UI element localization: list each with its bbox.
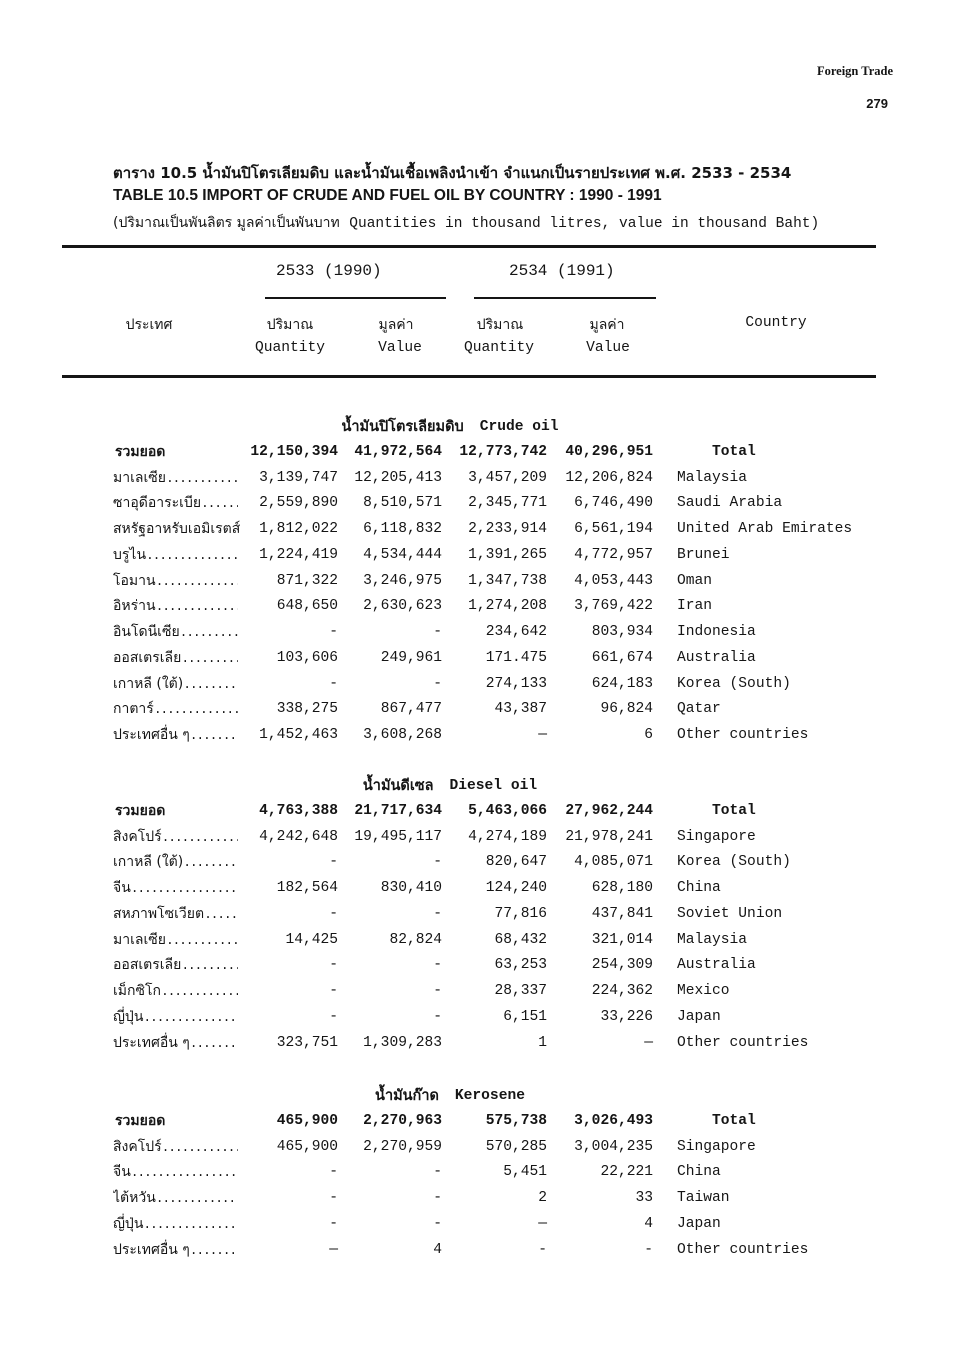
value-1990-cell: 3,608,268 — [363, 727, 442, 744]
quantity-1990-cell: 2,559,890 — [259, 495, 338, 512]
value-1990-cell: 8,510,571 — [363, 495, 442, 512]
table-section — [113, 414, 876, 748]
dot-leader — [154, 702, 238, 717]
value-1991-cell: 22,221 — [600, 1164, 653, 1181]
quantity-1990-cell: 103,606 — [276, 649, 338, 666]
country-english-cell: China — [677, 1164, 721, 1181]
value-1990-cell: 1,309,283 — [363, 1034, 442, 1051]
dot-leader — [162, 1140, 238, 1155]
country-english-cell: Taiwan — [677, 1190, 730, 1207]
quantity-1990-cell: 338,275 — [276, 701, 338, 718]
quantity-1991-cell: 6,151 — [503, 1008, 547, 1025]
quantity-1991-cell: 124,240 — [485, 880, 547, 897]
value-1991-cell: 33 — [635, 1190, 653, 1207]
value-1991-cell: 4,085,071 — [574, 854, 653, 871]
quantity-1990-cell: - — [329, 957, 338, 974]
country-thai-cell — [113, 647, 244, 669]
value-1991-cell: 3,004,235 — [574, 1138, 653, 1155]
dot-leader — [190, 728, 238, 743]
country-thai-label: ประเทศอื่น ๆ — [113, 727, 190, 744]
running-title: Foreign Trade — [816, 64, 893, 78]
country-english-cell: Iran — [677, 598, 713, 615]
country-thai-label: โอมาน — [113, 572, 156, 589]
quantity-1990-cell: 1,224,419 — [259, 546, 338, 563]
table-top-rule — [62, 245, 876, 248]
quantity-1991-cell: 570,285 — [485, 1138, 547, 1155]
dot-leader — [156, 574, 238, 589]
country-english-cell: Indonesia — [677, 624, 756, 641]
country-english-cell: Total — [712, 1112, 756, 1129]
value-1991-cell: 96,824 — [600, 701, 653, 718]
value-1991-cell: 254,309 — [591, 957, 653, 974]
dot-leader — [201, 496, 238, 511]
total-row — [113, 1108, 876, 1134]
value-1990-cell: 249,961 — [380, 649, 442, 666]
year-1991-underline — [474, 297, 656, 299]
dot-leader — [143, 1010, 238, 1025]
dot-leader — [183, 855, 238, 870]
country-thai-label: จีน — [113, 880, 131, 897]
value-1990-cell: 830,410 — [380, 880, 442, 897]
country-thai-label: สิงคโปร์ — [113, 828, 162, 845]
quantity-1991-cell: 575,738 — [485, 1112, 547, 1129]
table-row — [113, 927, 876, 953]
value-1991-cell: 33,226 — [600, 1008, 653, 1025]
quantity-1990-cell: 12,150,394 — [250, 443, 338, 460]
country-thai-label: ซาอุดีอาระเบีย — [113, 495, 202, 512]
country-thai-cell — [113, 698, 244, 720]
quantity-1990-cell: 14,425 — [285, 931, 338, 948]
quantity-1990-cell: - — [329, 675, 338, 692]
country-thai-cell — [113, 570, 244, 592]
table-row — [113, 1211, 876, 1237]
country-english-cell: Qatar — [677, 701, 721, 718]
country-thai-label: อิหร่าน — [113, 598, 156, 615]
country-english-cell: Korea (South) — [677, 854, 791, 871]
value-1991-cell: — — [644, 1034, 653, 1051]
quantity-1990-cell: - — [329, 1164, 338, 1181]
quantity-1991-english-header: Quantity — [463, 340, 535, 356]
country-thai-cell — [113, 1161, 244, 1183]
quantity-1991-cell: 2 — [538, 1190, 547, 1207]
table-row — [113, 875, 876, 901]
country-english-cell: Other countries — [677, 727, 809, 744]
value-1991-cell: 27,962,244 — [565, 802, 653, 819]
quantity-1991-cell: 820,647 — [485, 854, 547, 871]
country-thai-cell — [113, 441, 244, 463]
section-title — [113, 773, 876, 798]
table-row — [113, 594, 876, 620]
country-thai-label: มาเลเซีย — [113, 931, 166, 948]
dot-leader — [131, 1165, 238, 1180]
dot-leader — [190, 1243, 238, 1258]
quantity-1990-cell: 4,763,388 — [259, 802, 338, 819]
country-thai-cell — [113, 851, 244, 873]
country-thai-cell — [113, 826, 244, 848]
country-english-cell: Malaysia — [677, 469, 748, 486]
quantity-1991-cell: — — [538, 727, 547, 744]
quantity-1991-cell: 4,274,189 — [468, 828, 547, 845]
value-1990-cell: 21,717,634 — [354, 802, 442, 819]
dot-leader — [146, 548, 238, 563]
country-thai-cell — [113, 800, 244, 822]
country-thai-label: จีน — [113, 1164, 131, 1181]
country-english-header: Country — [745, 315, 807, 331]
table-row — [113, 465, 876, 491]
units-note-english: Quantities in thousand litres, value in thousand Baht) — [349, 216, 820, 232]
quantity-1990-cell: 1,812,022 — [259, 521, 338, 538]
dot-leader — [143, 1217, 238, 1232]
value-1991-cell: 224,362 — [591, 983, 653, 1000]
country-english-cell: Oman — [677, 572, 713, 589]
dot-leader — [156, 599, 238, 614]
country-thai-cell — [113, 1136, 244, 1158]
dot-leader — [181, 651, 238, 666]
value-1991-cell: 4,053,443 — [574, 572, 653, 589]
table-section — [113, 773, 876, 1056]
dot-leader — [166, 471, 238, 486]
quantity-1990-cell: - — [329, 624, 338, 641]
quantity-1990-thai-header: ปริมาณ — [266, 317, 314, 333]
country-thai-cell — [113, 673, 244, 695]
section-title-english: Crude oil — [479, 418, 559, 435]
dot-leader — [180, 625, 238, 640]
country-thai-label: เกาหลี (ใต้) — [113, 675, 184, 692]
country-thai-cell — [113, 518, 244, 540]
country-english-cell: Mexico — [677, 983, 730, 1000]
dot-leader — [156, 1191, 238, 1206]
value-1990-cell: 4 — [433, 1241, 442, 1258]
section-title-thai: น้ำมันปิโตรเลียมดิบ — [341, 419, 464, 435]
country-english-cell: Other countries — [677, 1034, 809, 1051]
value-1990-thai-header: มูลค่า — [378, 317, 414, 333]
table-row — [113, 645, 876, 671]
dot-leader — [131, 881, 238, 896]
section-title — [113, 1083, 876, 1108]
country-english-cell: Australia — [677, 957, 756, 974]
value-1991-cell: 321,014 — [591, 931, 653, 948]
country-thai-cell — [113, 954, 244, 976]
country-thai-cell — [113, 1006, 244, 1028]
country-thai-cell — [113, 980, 244, 1002]
quantity-1990-cell: - — [329, 983, 338, 1000]
table-row — [113, 824, 876, 850]
country-thai-header: ประเทศ — [125, 317, 173, 333]
quantity-1990-cell: 3,139,747 — [259, 469, 338, 486]
value-1991-cell: 624,183 — [591, 675, 653, 692]
country-english-cell: Singapore — [677, 1138, 756, 1155]
quantity-1991-cell: — — [538, 1215, 547, 1232]
table-row — [113, 542, 876, 568]
value-1991-cell: 21,978,241 — [565, 828, 653, 845]
table-section — [113, 1083, 876, 1263]
quantity-1990-cell: 871,322 — [276, 572, 338, 589]
country-thai-cell — [113, 903, 244, 925]
table-row — [113, 1134, 876, 1160]
country-thai-cell — [113, 929, 244, 951]
country-thai-cell — [113, 1187, 244, 1209]
country-thai-cell — [113, 621, 244, 643]
page-number: 279 — [866, 96, 888, 111]
country-thai-cell — [113, 877, 244, 899]
value-1990-cell: - — [433, 675, 442, 692]
value-1990-cell: - — [433, 983, 442, 1000]
value-1990-cell: - — [433, 624, 442, 641]
value-1991-cell: 40,296,951 — [565, 443, 653, 460]
value-1990-cell: 3,246,975 — [363, 572, 442, 589]
country-english-cell: Total — [712, 802, 756, 819]
country-thai-cell — [113, 544, 244, 566]
value-1991-cell: 6 — [644, 727, 653, 744]
country-thai-cell — [113, 1213, 244, 1235]
value-1990-cell: 2,630,623 — [363, 598, 442, 615]
value-1991-cell: 12,206,824 — [565, 469, 653, 486]
table-row — [113, 953, 876, 979]
quantity-1990-cell: 1,452,463 — [259, 727, 338, 744]
table-row — [113, 978, 876, 1004]
table-row — [113, 1030, 876, 1056]
year-1991-header: 2534 (1991) — [509, 262, 615, 280]
quantity-1991-cell: 1,391,265 — [468, 546, 547, 563]
quantity-1990-cell: - — [329, 854, 338, 871]
table-units-note — [113, 212, 893, 232]
country-thai-label: เกาหลี (ใต้) — [113, 854, 184, 871]
quantity-1991-cell: 43,387 — [494, 701, 547, 718]
value-1990-cell: - — [433, 1190, 442, 1207]
country-english-cell: United Arab Emirates — [677, 521, 853, 538]
country-thai-label: กาตาร์ — [113, 701, 154, 718]
country-english-cell: Saudi Arabia — [677, 495, 783, 512]
quantity-1990-cell: 465,900 — [276, 1112, 338, 1129]
value-1991-cell: - — [644, 1241, 653, 1258]
country-english-cell: Malaysia — [677, 931, 748, 948]
table-row — [113, 1160, 876, 1186]
country-english-cell: Total — [712, 443, 756, 460]
country-english-cell: Brunei — [677, 546, 730, 563]
quantity-1991-cell: 5,463,066 — [468, 802, 547, 819]
dot-leader — [183, 677, 238, 692]
quantity-1991-cell: 77,816 — [494, 905, 547, 922]
quantity-1990-cell: 648,650 — [276, 598, 338, 615]
quantity-1990-cell: — — [329, 1241, 338, 1258]
country-thai-label: ออสเตรเลีย — [113, 957, 182, 974]
table-row — [113, 1237, 876, 1263]
country-thai-label: ออสเตรเลีย — [113, 649, 182, 666]
country-english-cell: Singapore — [677, 828, 756, 845]
country-thai-cell — [113, 1239, 244, 1261]
country-thai-label: ไต้หวัน — [113, 1190, 156, 1207]
quantity-1991-cell: 28,337 — [494, 983, 547, 1000]
units-note-thai: (ปริมาณเป็นพันลิตร มูลค่าเป็นพันบาท — [113, 215, 340, 231]
country-thai-label: บรูไน — [113, 546, 147, 563]
table-row — [113, 671, 876, 697]
value-1990-cell: 867,477 — [380, 701, 442, 718]
quantity-1990-cell: 465,900 — [276, 1138, 338, 1155]
value-1990-cell: 19,495,117 — [354, 828, 442, 845]
quantity-1991-cell: 1 — [538, 1034, 547, 1051]
value-1990-cell: 12,205,413 — [354, 469, 442, 486]
value-1991-cell: 4 — [644, 1215, 653, 1232]
country-thai-label: สหรัฐอาหรับเอมิเรตส์ — [113, 521, 241, 538]
quantity-1991-cell: 63,253 — [494, 957, 547, 974]
quantity-1991-cell: 234,642 — [485, 624, 547, 641]
value-1990-cell: 41,972,564 — [354, 443, 442, 460]
country-english-cell: Australia — [677, 649, 756, 666]
value-1991-cell: 628,180 — [591, 880, 653, 897]
year-1990-underline — [265, 297, 446, 299]
country-thai-label: รวมยอด — [115, 1112, 166, 1129]
total-row — [113, 439, 876, 465]
country-thai-cell — [113, 1110, 244, 1132]
quantity-1991-cell: 2,345,771 — [468, 495, 547, 512]
country-english-cell: Korea (South) — [677, 675, 791, 692]
quantity-1991-cell: 1,347,738 — [468, 572, 547, 589]
value-1990-cell: 82,824 — [389, 931, 442, 948]
dot-leader — [204, 907, 238, 922]
country-thai-cell — [113, 595, 244, 617]
country-thai-cell — [113, 467, 244, 489]
quantity-1991-cell: 1,274,208 — [468, 598, 547, 615]
table-row — [113, 1004, 876, 1030]
dot-leader — [162, 830, 238, 845]
quantity-1991-cell: 171.475 — [485, 649, 547, 666]
country-thai-label: สหภาพโซเวียต — [113, 905, 205, 922]
value-1991-cell: 4,772,957 — [574, 546, 653, 563]
table-row — [113, 901, 876, 927]
table-title-thai: ตาราง 10.5 น้ำมันปิโตรเลียมดิบ และน้ำมันเชื้อเพลิงนำเข้า จำแนกเป็นรายประเทศ พ.ศ. 2533 - 2534 — [113, 164, 792, 182]
quantity-1991-cell: 2,233,914 — [468, 521, 547, 538]
quantity-1991-cell: - — [538, 1241, 547, 1258]
dot-leader — [190, 1036, 238, 1051]
country-thai-label: ญี่ปุ่น — [113, 1008, 144, 1025]
value-1990-cell: 6,118,832 — [363, 521, 442, 538]
table-row — [113, 1185, 876, 1211]
country-english-cell: Japan — [677, 1008, 721, 1025]
quantity-1991-thai-header: ปริมาณ — [476, 317, 524, 333]
value-1991-cell: 6,561,194 — [574, 521, 653, 538]
table-row — [113, 568, 876, 594]
section-title-thai: น้ำมันก๊าด — [375, 1088, 439, 1104]
country-thai-label: เม็กซิโก — [113, 983, 161, 1000]
quantity-1990-english-header: Quantity — [254, 340, 326, 356]
country-thai-cell — [113, 492, 244, 514]
quantity-1990-cell: - — [329, 905, 338, 922]
quantity-1991-cell: 3,457,209 — [468, 469, 547, 486]
value-1990-cell: 4,534,444 — [363, 546, 442, 563]
value-1990-cell: - — [433, 1164, 442, 1181]
dot-leader — [166, 933, 238, 948]
quantity-1991-cell: 12,773,742 — [459, 443, 547, 460]
section-title-thai: น้ำมันดีเซล — [362, 778, 434, 794]
section-title-english: Diesel oil — [449, 777, 538, 794]
table-row — [113, 491, 876, 517]
country-thai-label: สิงคโปร์ — [113, 1138, 162, 1155]
quantity-1990-cell: - — [329, 1008, 338, 1025]
table-row — [113, 516, 876, 542]
year-1990-header: 2533 (1990) — [276, 262, 382, 280]
quantity-1990-cell: - — [329, 1190, 338, 1207]
country-thai-label: มาเลเซีย — [113, 469, 166, 486]
table-row — [113, 722, 876, 748]
value-1990-cell: - — [433, 905, 442, 922]
section-title — [113, 414, 876, 439]
value-1990-cell: - — [433, 1215, 442, 1232]
quantity-1990-cell: 323,751 — [276, 1034, 338, 1051]
section-title-english: Kerosene — [454, 1087, 525, 1104]
dot-leader — [161, 984, 238, 999]
value-1990-english-header: Value — [378, 340, 422, 356]
quantity-1991-cell: 68,432 — [494, 931, 547, 948]
value-1991-cell: 437,841 — [591, 905, 653, 922]
value-1991-english-header: Value — [586, 340, 630, 356]
country-thai-label: รวมยอด — [115, 443, 166, 460]
quantity-1990-cell: - — [329, 1215, 338, 1232]
value-1991-thai-header: มูลค่า — [589, 317, 625, 333]
quantity-1990-cell: 4,242,648 — [259, 828, 338, 845]
country-thai-label: ประเทศอื่น ๆ — [113, 1034, 190, 1051]
country-english-cell: Soviet Union — [677, 905, 783, 922]
country-english-cell: China — [677, 880, 721, 897]
value-1991-cell: 3,026,493 — [574, 1112, 653, 1129]
table-row — [113, 697, 876, 723]
quantity-1990-cell: 182,564 — [276, 880, 338, 897]
value-1991-cell: 3,769,422 — [574, 598, 653, 615]
country-thai-label: ประเทศอื่น ๆ — [113, 1241, 190, 1258]
value-1990-cell: - — [433, 854, 442, 871]
table-row — [113, 850, 876, 876]
value-1990-cell: 2,270,963 — [363, 1112, 442, 1129]
value-1991-cell: 803,934 — [591, 624, 653, 641]
country-thai-cell — [113, 724, 244, 746]
quantity-1991-cell: 5,451 — [503, 1164, 547, 1181]
table-row — [113, 619, 876, 645]
quantity-1991-cell: 274,133 — [485, 675, 547, 692]
total-row — [113, 798, 876, 824]
dot-leader — [181, 958, 238, 973]
country-thai-cell — [113, 1032, 244, 1054]
value-1990-cell: - — [433, 957, 442, 974]
table-title-english: TABLE 10.5 IMPORT OF CRUDE AND FUEL OIL BY COUNTRY : 1990 - 1991 — [113, 187, 662, 204]
value-1990-cell: 2,270,959 — [363, 1138, 442, 1155]
country-thai-label: รวมยอด — [115, 802, 166, 819]
country-english-cell: Other countries — [677, 1241, 809, 1258]
country-english-cell: Japan — [677, 1215, 721, 1232]
value-1991-cell: 661,674 — [591, 649, 653, 666]
value-1990-cell: - — [433, 1008, 442, 1025]
table-header-bottom-rule — [62, 375, 876, 378]
country-thai-label: อินโดนีเซีย — [113, 624, 180, 641]
country-thai-label: ญี่ปุ่น — [113, 1215, 144, 1232]
value-1991-cell: 6,746,490 — [574, 495, 653, 512]
